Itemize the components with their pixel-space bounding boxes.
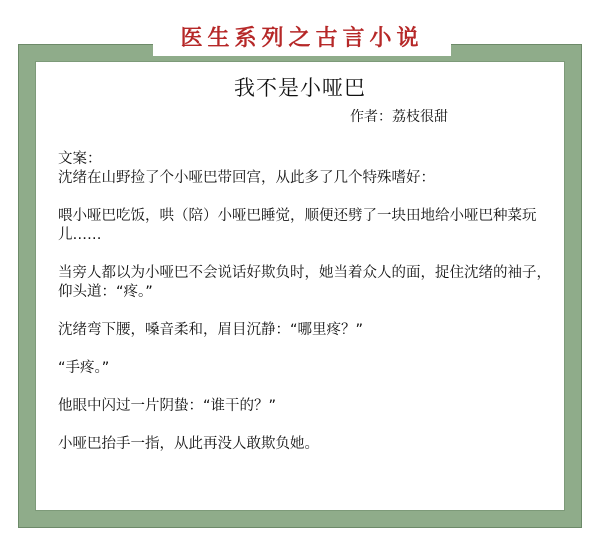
synopsis-paragraph: 沈绪弯下腰，嗓音柔和，眉目沉静：“哪里疼？” [58, 322, 364, 338]
synopsis-paragraph: 他眼中闪过一片阴蛰：“谁干的？” [58, 398, 277, 414]
synopsis-body [58, 150, 558, 473]
synopsis-paragraph: 沈绪在山野捡了个小哑巴带回宫，从此多了几个特殊嗜好： [58, 170, 435, 186]
author-line: 作者：荔枝很甜 [350, 109, 448, 125]
synopsis-paragraph: “手疼。” [58, 360, 110, 376]
book-title: 我不是小哑巴 [234, 76, 366, 100]
synopsis-paragraph: 喂小哑巴吃饭，哄（陪）小哑巴睡觉，顺便还劈了一块田地给小哑巴种菜玩儿…… [58, 208, 537, 243]
synopsis-paragraph: 当旁人都以为小哑巴不会说话好欺负时，她当着众人的面，捉住沈绪的袖子，仰头道：“疼。” [58, 265, 551, 300]
synopsis-label: 文案： [58, 151, 102, 167]
synopsis-paragraph: 小哑巴抬手一指，从此再没人敢欺负她。 [58, 436, 319, 452]
series-title: 医生系列之古言小说 [153, 20, 451, 56]
